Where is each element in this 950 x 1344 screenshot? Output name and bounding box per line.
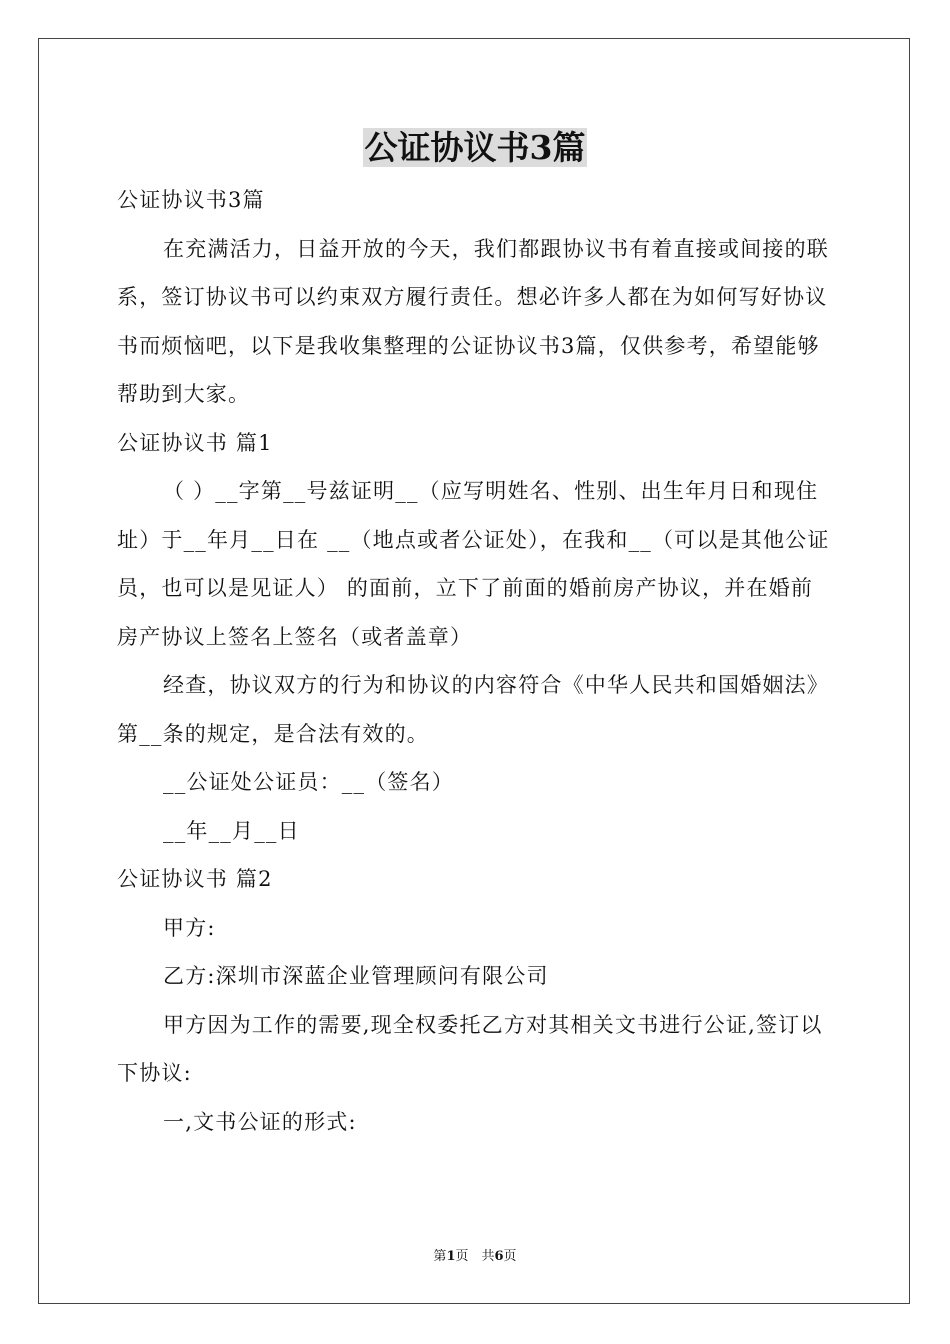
paragraph-proof: （ ）__字第__号兹证明__（应写明姓名、性别、出生年月日和现住址）于__年月__日在 __（地点或者公证处），在我和__（可以是其他公证员，也可以是见证人） 的面前，立下了前面的婚前房产协议，并在婚前房产协议上签名上签名（或者盖章） bbox=[117, 479, 830, 649]
document-title bbox=[0, 124, 950, 172]
paragraph-entrustment: 甲方因为工作的需要,现全权委托乙方对其相关文书进行公证,签订以下协议: bbox=[117, 1012, 823, 1085]
notary-signature-line: __公证处公证员：__（签名） bbox=[163, 770, 454, 794]
section-heading-1: 公证协议书 篇1 bbox=[117, 430, 273, 455]
paragraph-heading: 公证协议书3篇 bbox=[117, 188, 265, 212]
footer-page-mid: 页 共 bbox=[455, 1249, 495, 1264]
paragraph-verification: 经查，协议双方的行为和协议的内容符合《中华人民共和国婚姻法》第__条的规定，是合法有效的。 bbox=[117, 673, 829, 746]
date-line: __年__月__日 bbox=[163, 818, 300, 843]
footer-page-suffix: 页 bbox=[503, 1249, 517, 1264]
footer-page-total: 6 bbox=[494, 1249, 504, 1264]
clause-one-heading: 一,文书公证的形式: bbox=[163, 1109, 357, 1134]
party-b-line: 乙方:深圳市深蓝企业管理顾问有限公司 bbox=[163, 964, 549, 988]
footer-page-current: 1 bbox=[446, 1249, 456, 1264]
section-heading-2: 公证协议书 篇2 bbox=[117, 867, 273, 891]
document-title-text: 公证协议书3篇 bbox=[364, 128, 586, 167]
page-footer bbox=[0, 1248, 950, 1266]
party-a-line: 甲方: bbox=[163, 915, 216, 940]
paragraph-intro: 在充满活力，日益开放的今天，我们都跟协议书有着直接或间接的联系，签订协议书可以约束双方履行责任。想必许多人都在为如何写好协议书而烦恼吧，以下是我收集整理的公证协议书3篇，仅供参考，希望能够帮助到大家。 bbox=[117, 236, 829, 406]
footer-page-prefix: 第 bbox=[433, 1249, 447, 1264]
document-body bbox=[117, 176, 835, 1146]
